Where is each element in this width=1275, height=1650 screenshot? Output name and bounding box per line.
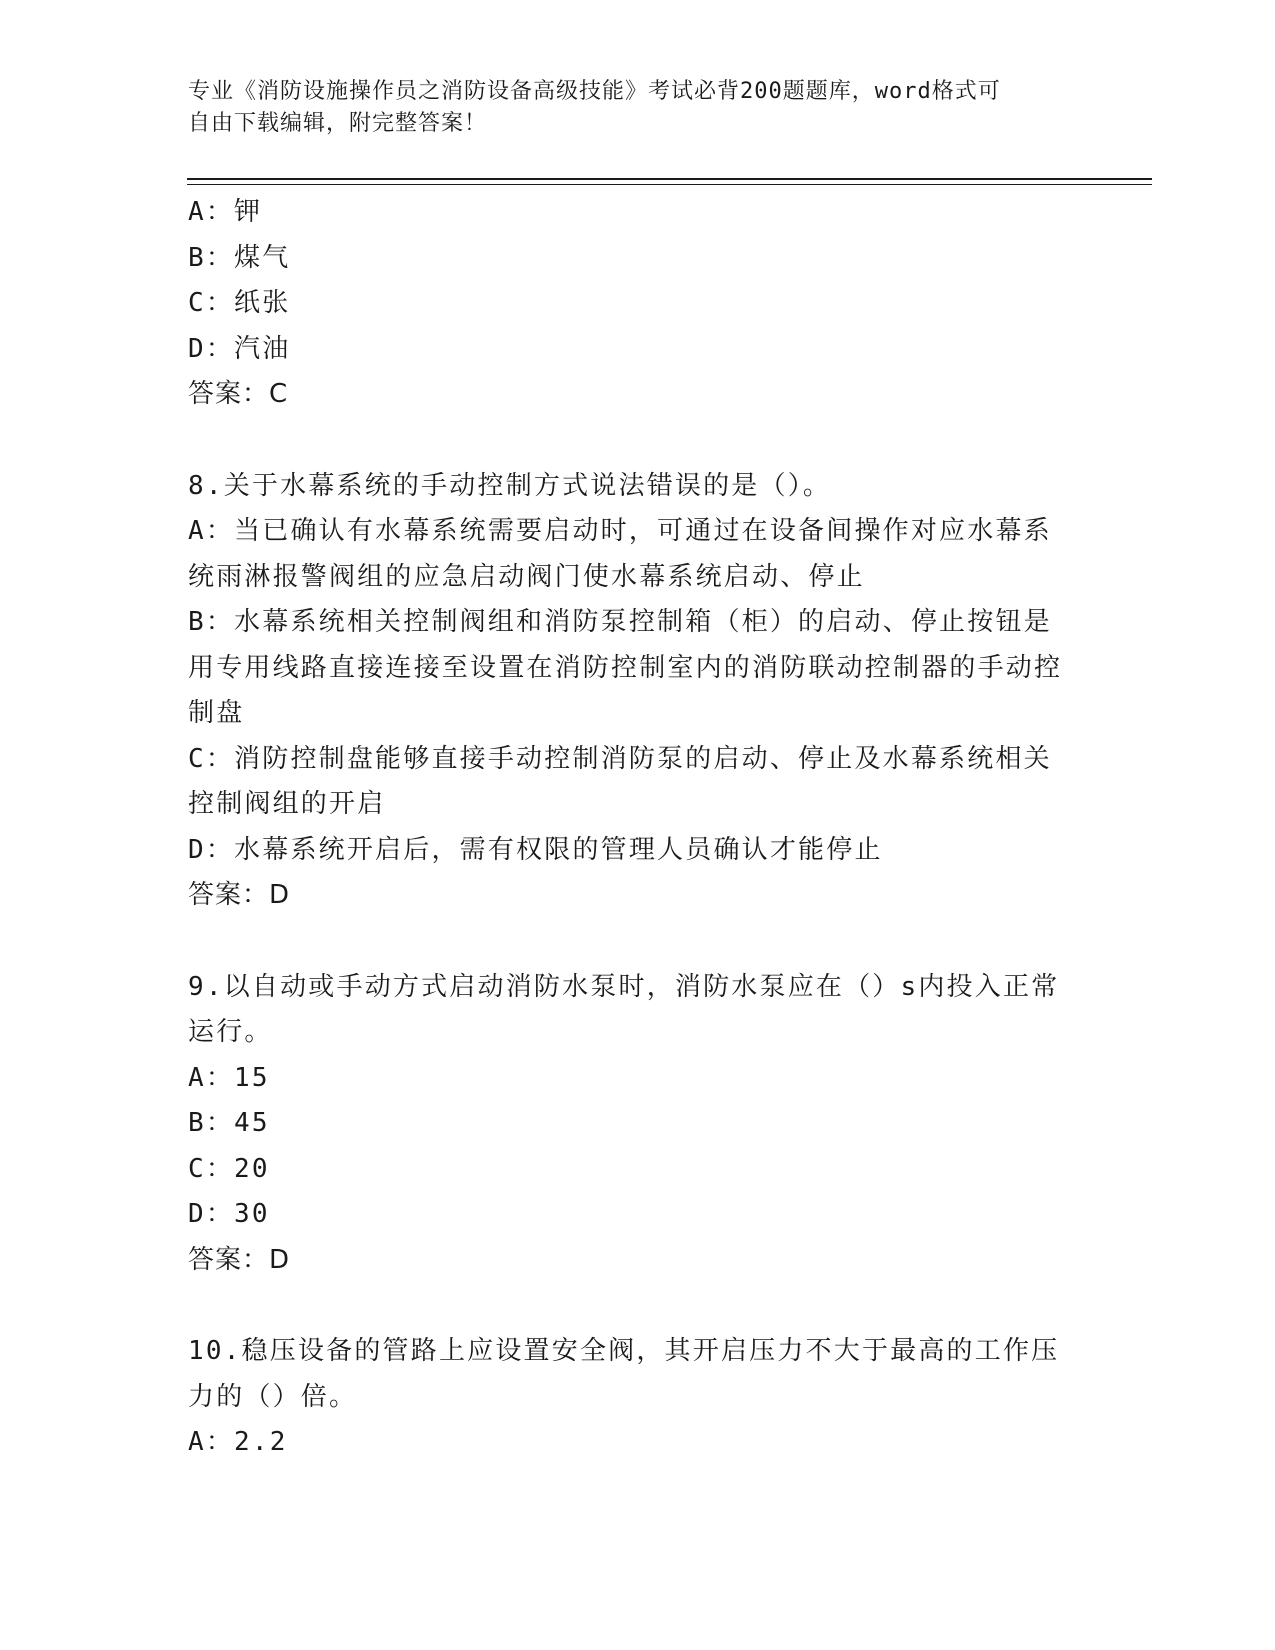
- header-rule-thin: [187, 184, 1152, 185]
- q8-answer: 答案：D: [188, 880, 291, 910]
- q8-option-b: B：水幕系统相关控制阀组和消防泵控制箱（柜）的启动、停止按钮是用专用线路直接连接至设置在消防控制室内的消防联动控制器的手动控制盘: [188, 607, 1063, 728]
- q7-option-d: D：汽油: [188, 333, 291, 364]
- spacer: [188, 418, 1078, 464]
- header-line-2: 自由下载编辑，附完整答案！: [188, 111, 488, 136]
- q7-option-b: B：煤气: [188, 242, 291, 273]
- q10-option-a: A：2.2: [188, 1427, 288, 1457]
- q10-question: 10.稳压设备的管路上应设置安全阀，其开启压力不大于最高的工作压力的（）倍。: [188, 1336, 1060, 1412]
- header-line-1: 专业《消防设施操作员之消防设备高级技能》考试必背200题题库，word格式可: [188, 79, 1001, 104]
- question-10-block: [188, 1329, 1078, 1466]
- question-7-block: [188, 190, 1078, 418]
- q8-question: 8.关于水幕系统的手动控制方式说法错误的是（）。: [188, 470, 832, 501]
- q9-option-a: A：15: [188, 1062, 270, 1093]
- spacer: [188, 919, 1078, 965]
- q7-option-c: C：纸张: [188, 288, 291, 318]
- q7-answer: 答案：C: [188, 379, 289, 409]
- q7-option-a: A：钾: [188, 197, 263, 227]
- q9-question: 9.以自动或手动方式启动消防水泵时，消防水泵应在（）s内投入正常运行。: [188, 971, 1060, 1047]
- question-9-block: [188, 965, 1078, 1284]
- q8-option-c: C：消防控制盘能够直接手动控制消防泵的启动、停止及水幕系统相关控制阀组的开启: [188, 743, 1052, 819]
- q9-answer: 答案：D: [188, 1244, 291, 1275]
- q9-option-c: C：20: [188, 1153, 270, 1184]
- q9-option-d: D：30: [188, 1199, 270, 1229]
- spacer: [188, 1283, 1078, 1329]
- header-rule-thick: [187, 178, 1152, 180]
- question-content: [188, 190, 1078, 1466]
- q8-option-d: D：水幕系统开启后，需有权限的管理人员确认才能停止: [188, 834, 883, 865]
- q8-option-a: A：当已确认有水幕系统需要启动时，可通过在设备间操作对应水幕系统雨淋报警阀组的应急启动阀门使水幕系统启动、停止: [188, 516, 1052, 592]
- q9-option-b: B：45: [188, 1108, 270, 1138]
- question-8-block: [188, 464, 1078, 919]
- document-header: [188, 76, 1068, 140]
